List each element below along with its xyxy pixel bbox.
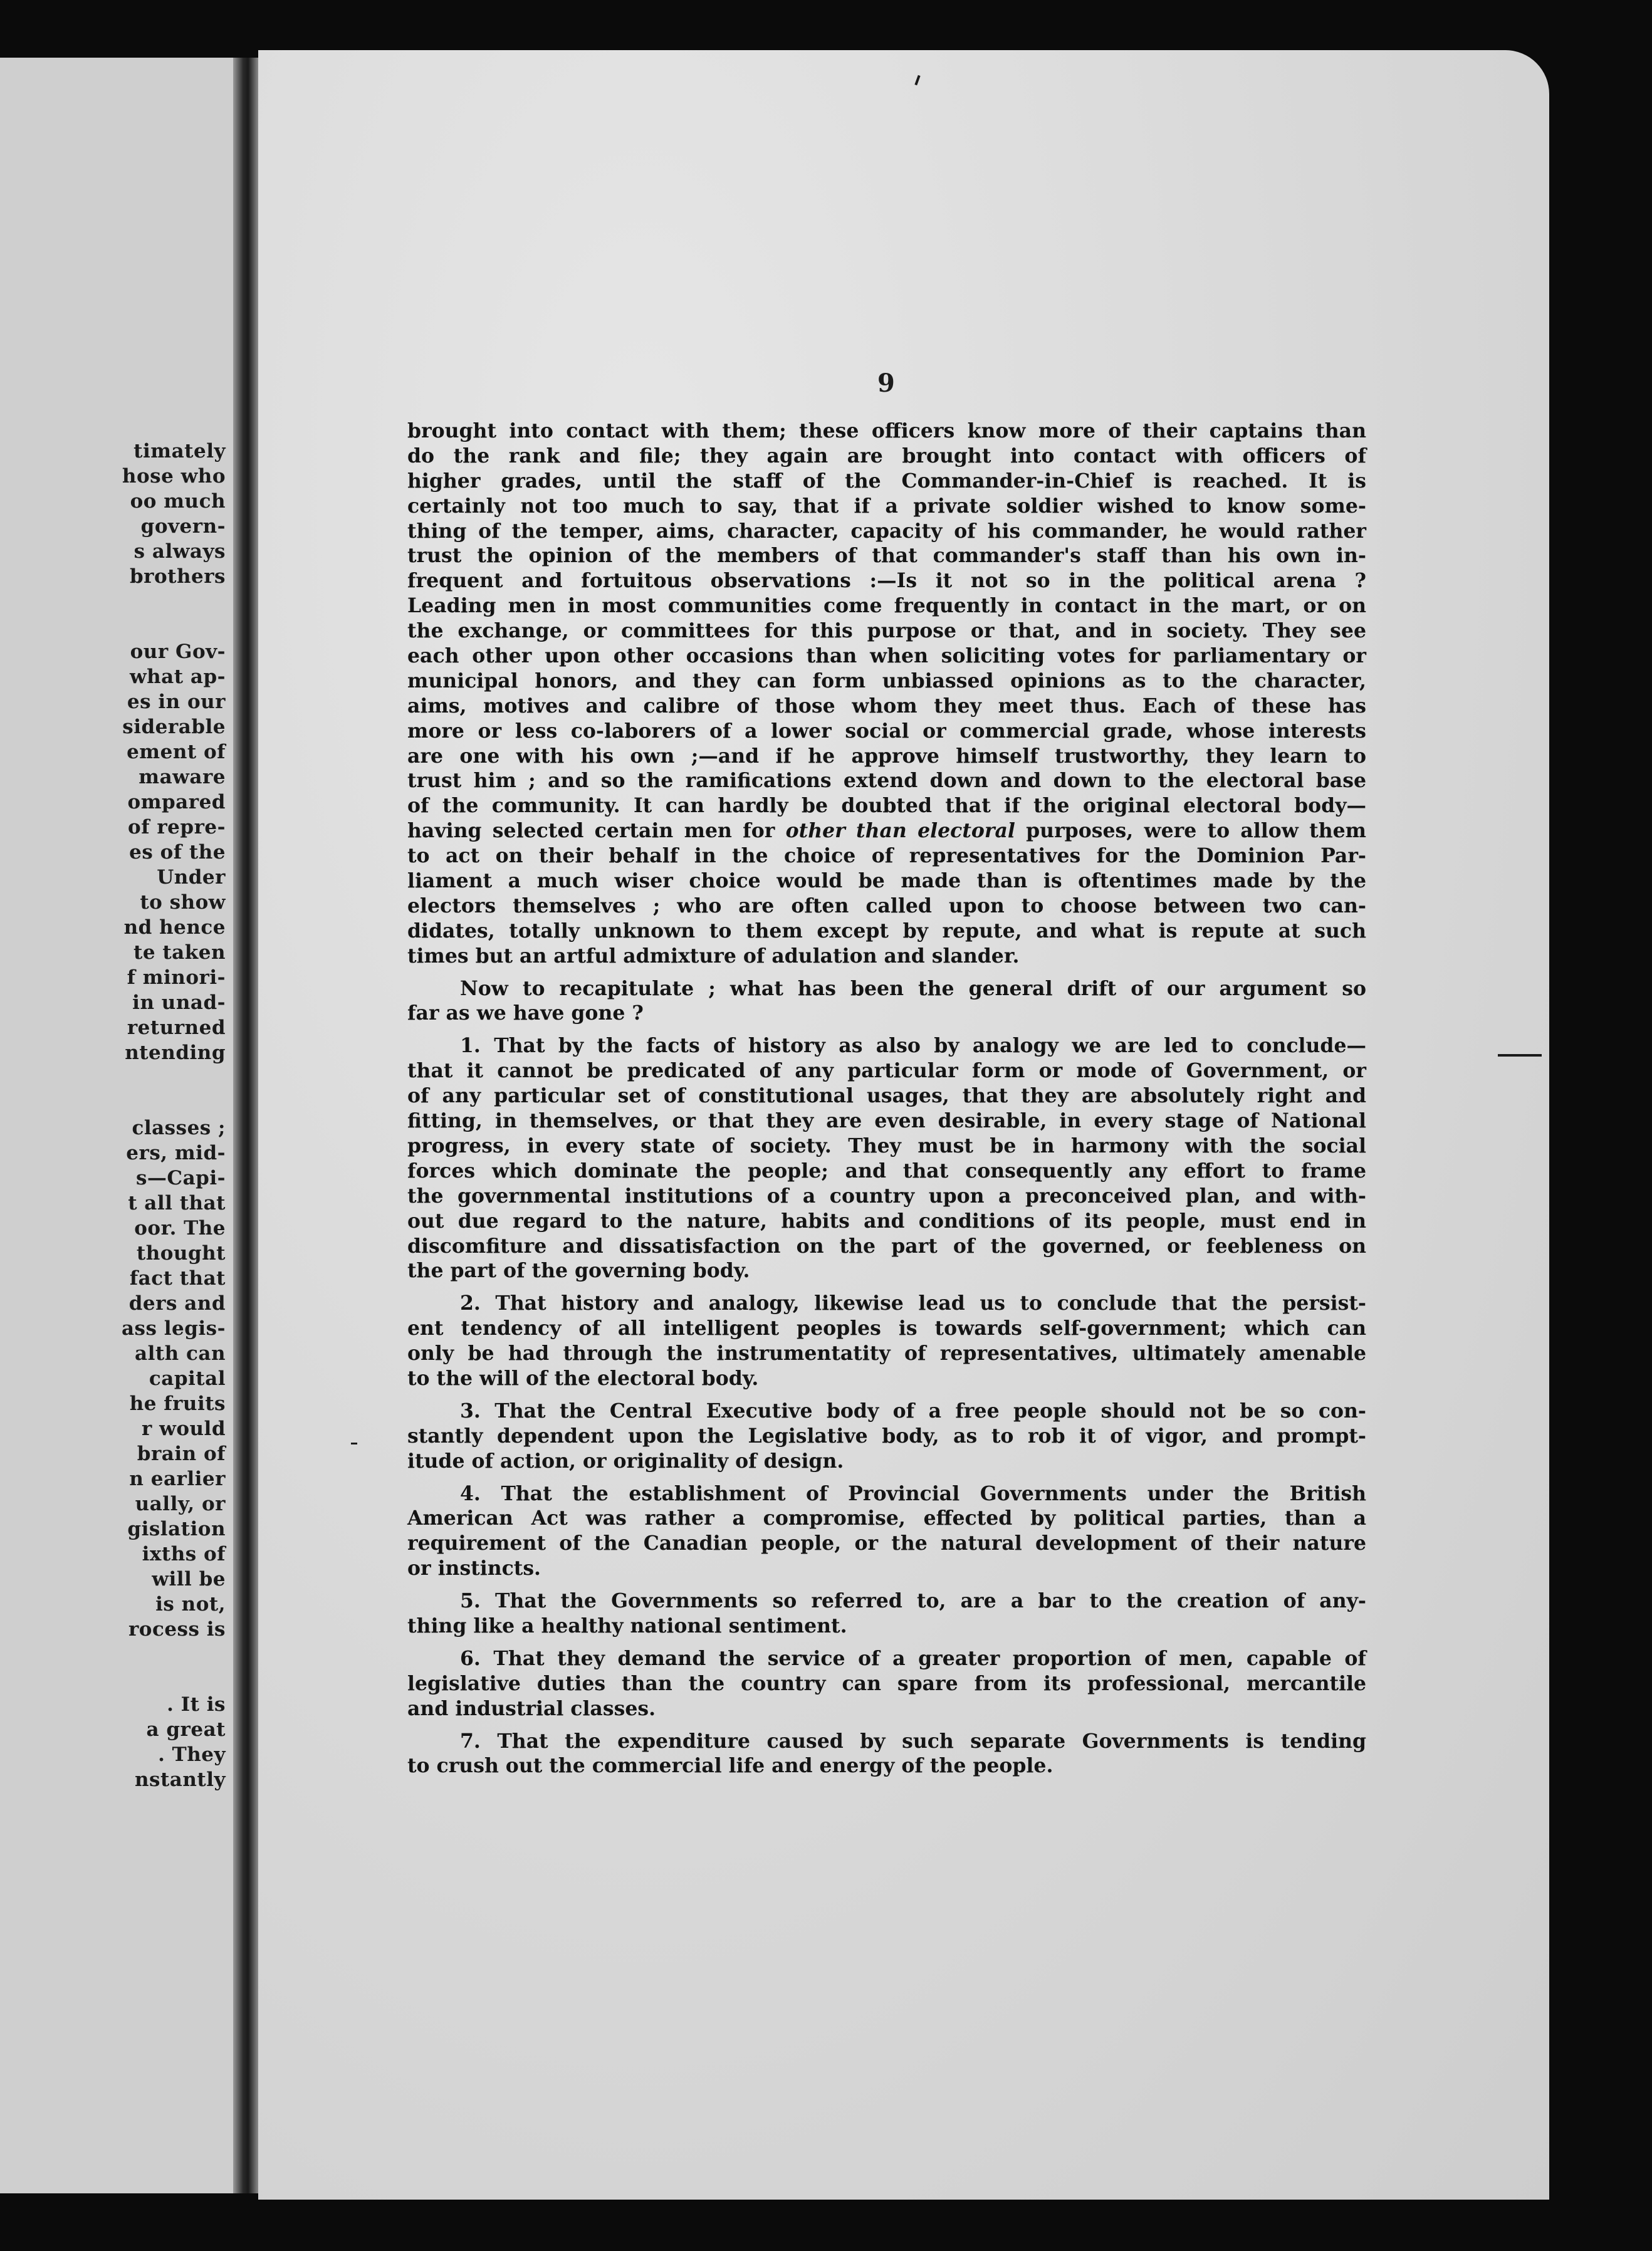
- italic-emphasis: other than electoral: [785, 819, 1015, 843]
- text-line: 2. That history and analogy, likewise lead us to conclude that the persist-: [460, 1292, 1366, 1315]
- left-fragment-line: s—Capi-: [135, 1167, 226, 1189]
- text-line: out due regard to the nature, habits and conditions of its people, must end in: [407, 1209, 1366, 1233]
- list-item-7: [407, 1729, 1366, 1779]
- text-line: progress, in every state of society. They must be in harmony with the social: [407, 1134, 1366, 1157]
- text-line: certainly not too much to say, that if a private soldier wished to know some-: [407, 494, 1366, 518]
- left-fragment-line: to show: [140, 891, 226, 914]
- left-fragment-line: maware: [139, 766, 226, 788]
- text-line: fitting, in themselves, or that they are even desirable, in every stage of National: [407, 1109, 1366, 1133]
- left-page: [0, 58, 233, 2193]
- left-fragment-line: what ap-: [129, 666, 226, 688]
- text-line: trust the opinion of the members of that commander's staff than his own in-: [407, 544, 1366, 568]
- text-line: itude of action, or originality of design.: [407, 1449, 844, 1473]
- left-fragment-line: [13, 1065, 226, 1090]
- text-line: forces which dominate the people; and that consequently any effort to frame: [407, 1159, 1366, 1183]
- text-line: thing of the temper, aims, character, capacity of his commander, he would rather: [407, 519, 1366, 543]
- text-line: are one with his own ;—and if he approve himself trustworthy, they learn to: [407, 744, 1366, 768]
- text-line: American Act was rather a compromise, effected by political parties, than a: [407, 1507, 1366, 1530]
- left-fragment-line: a great: [146, 1718, 226, 1741]
- left-fragment-line: ixths of: [142, 1543, 226, 1565]
- left-fragment-line: is not,: [155, 1593, 226, 1616]
- text-line: trust him ; and so the ramifications extend down and down to the electoral base: [407, 769, 1366, 793]
- text-line: of any particular set of constitutional usages, that they are absolutely right and: [407, 1084, 1366, 1108]
- text-line: the part of the governing body.: [407, 1259, 750, 1283]
- left-fragment-line: oor. The: [134, 1217, 226, 1240]
- margin-dash-mark: [1498, 1054, 1542, 1057]
- text-line: electors themselves ; who are often called upon to choose between two can-: [407, 894, 1366, 917]
- left-fragment-line: in unad-: [132, 991, 226, 1014]
- left-fragment-line: [13, 589, 226, 614]
- left-fragment-line: classes ;: [132, 1117, 226, 1139]
- text-line: to crush out the commercial life and energy of the people.: [407, 1754, 1053, 1778]
- text-line: 6. That they demand the service of a greater proportion of men, capable of: [460, 1646, 1366, 1670]
- left-fragment-line: brain of: [137, 1443, 226, 1465]
- left-fragment-line: hose who: [122, 465, 226, 488]
- left-fragment-line: . They: [158, 1743, 226, 1766]
- text-line: 7. That the expenditure caused by such separate Governments is tending: [460, 1729, 1366, 1753]
- left-fragment-line: brothers: [129, 565, 226, 588]
- text-line: 3. That the Central Executive body of a free people should not be so con-: [460, 1399, 1366, 1423]
- left-fragment-line: t all that: [128, 1192, 226, 1214]
- text-line: stantly dependent upon the Legislative body, as to rob it of vigor, and prompt-: [407, 1424, 1366, 1448]
- left-fragment-line: [13, 1090, 226, 1115]
- text-line: municipal honors, and they can form unbiassed opinions as to the character,: [407, 669, 1366, 692]
- book-spine: [233, 58, 258, 2193]
- left-fragment-line: capital: [149, 1367, 226, 1390]
- page-number: 9: [877, 368, 895, 398]
- left-fragment-line: our Gov-: [130, 640, 226, 663]
- text-line: liament a much wiser choice would be made than is oftentimes made by the: [407, 869, 1366, 893]
- margin-tick-mark: [351, 1443, 357, 1444]
- list-item-5: [407, 1589, 1366, 1639]
- text-line: 1. That by the facts of history as also by analogy we are led to conclude—: [460, 1034, 1366, 1058]
- text-line: thing like a healthy national sentiment.: [407, 1614, 847, 1637]
- left-fragment-line: [13, 1642, 226, 1667]
- left-fragment-line: govern-: [140, 515, 226, 538]
- text-line: discomfiture and dissatisfaction on the part of the governed, or feebleness on: [407, 1234, 1366, 1258]
- page-body-text: [407, 419, 1366, 1786]
- left-fragment-line: n earlier: [129, 1468, 226, 1490]
- left-fragment-line: will be: [152, 1568, 226, 1590]
- left-fragment-line: s always: [133, 540, 226, 563]
- left-fragment-line: [13, 614, 226, 639]
- left-fragment-line: ers, mid-: [126, 1142, 226, 1164]
- text-line: frequent and fortuitous observations :—Is it not so in the political arena ?: [407, 569, 1366, 593]
- left-fragment-line: ually, or: [135, 1493, 226, 1515]
- left-fragment-line: siderable: [122, 716, 226, 738]
- text-line: requirement of the Canadian people, or the natural development of their nature: [407, 1532, 1366, 1555]
- left-fragment-line: oo much: [130, 490, 226, 513]
- left-fragment-line: Under: [157, 866, 226, 889]
- text-line-with-emphasis: [407, 818, 1366, 843]
- text-line: and industrial classes.: [407, 1696, 656, 1720]
- text-fragment: having selected certain men for: [407, 819, 786, 843]
- left-fragment-line: nd hence: [123, 916, 226, 939]
- text-line: didates, totally unknown to them except by repute, and what is repute at such: [407, 919, 1366, 943]
- text-line: ent tendency of all intelligent peoples is towards self-government; which can: [407, 1317, 1366, 1340]
- text-line: of the community. It can hardly be doubted that if the original electoral body—: [407, 794, 1366, 818]
- left-fragment-line: ompared: [127, 791, 226, 813]
- text-line: or instincts.: [407, 1557, 541, 1580]
- left-fragment-line: ass legis-: [121, 1317, 226, 1340]
- left-fragment-line: ders and: [128, 1292, 226, 1315]
- left-fragment-line: te taken: [133, 941, 226, 964]
- left-fragment-line: [13, 1667, 226, 1692]
- left-fragment-line: ntending: [125, 1042, 226, 1064]
- text-line: far as we have gone ?: [407, 1001, 644, 1025]
- text-line: the governmental institutions of a country upon a preconceived plan, and with-: [407, 1184, 1366, 1208]
- text-line: to the will of the electoral body.: [407, 1366, 759, 1390]
- text-line: only be had through the instrumentatity of representatives, ultimately amenable: [407, 1342, 1366, 1366]
- text-line: to act on their behalf in the choice of representatives for the Dominion Par-: [407, 844, 1366, 868]
- left-fragment-line: ement of: [127, 741, 226, 763]
- text-line: times but an artful admixture of adulation and slander.: [407, 944, 1020, 968]
- left-fragment-line: he fruits: [129, 1392, 226, 1415]
- left-fragment-line: timately: [133, 440, 226, 462]
- text-line: legislative duties than the country can spare from its professional, mercantile: [407, 1671, 1366, 1695]
- text-line: that it cannot be predicated of any particular form or mode of Government, or: [407, 1059, 1366, 1083]
- text-line: higher grades, until the staff of the Commander-in-Chief is reached. It is: [407, 469, 1366, 493]
- text-line: Leading men in most communities come frequently in contact in the mart, or on: [407, 594, 1366, 618]
- left-fragment-line: r would: [142, 1418, 226, 1440]
- text-line: brought into contact with them; these officers know more of their captains than: [407, 419, 1366, 442]
- left-fragment-line: alth can: [134, 1342, 226, 1365]
- left-fragment-line: thought: [136, 1242, 226, 1265]
- text-line: do the rank and file; they again are brought into contact with officers of: [407, 444, 1366, 467]
- text-line: more or less co-laborers of a lower social or commercial grade, whose interests: [407, 719, 1366, 743]
- text-line: each other upon other occasions than when soliciting votes for parliamentary or: [407, 644, 1366, 668]
- left-page-text-fragments: [13, 439, 226, 1792]
- left-fragment-line: returned: [127, 1016, 226, 1039]
- left-fragment-line: rocess is: [128, 1618, 226, 1641]
- left-fragment-line: es in our: [127, 691, 226, 713]
- list-item-6: [407, 1646, 1366, 1721]
- corner-tick-mark: [914, 75, 920, 85]
- left-fragment-line: gislation: [127, 1518, 226, 1540]
- list-item-3: [407, 1399, 1366, 1474]
- left-fragment-line: es of the: [129, 841, 226, 864]
- text-line: 4. That the establishment of Provincial Governments under the British: [460, 1481, 1366, 1505]
- left-fragment-line: f minori-: [127, 966, 226, 989]
- text-fragment: purposes, were to allow them: [1015, 819, 1367, 843]
- left-fragment-line: fact that: [129, 1267, 226, 1290]
- text-line: aims, motives and calibre of those whom they meet thus. Each of these has: [407, 694, 1366, 718]
- text-line: Now to recapitulate ; what has been the general drift of our argument so: [460, 976, 1366, 1000]
- list-item-4: [407, 1481, 1366, 1582]
- paragraph-continuation: [407, 419, 1366, 969]
- paragraph-recapitulate: [407, 976, 1366, 1026]
- left-fragment-line: of repre-: [128, 816, 226, 838]
- text-line: the exchange, or committees for this purpose or that, and in society. They see: [407, 619, 1366, 643]
- list-item-1: [407, 1033, 1366, 1283]
- text-line: 5. That the Governments so referred to, are a bar to the creation of any-: [460, 1589, 1366, 1613]
- list-item-2: [407, 1291, 1366, 1391]
- left-fragment-line: . It is: [167, 1693, 226, 1716]
- left-fragment-line: nstantly: [134, 1768, 226, 1791]
